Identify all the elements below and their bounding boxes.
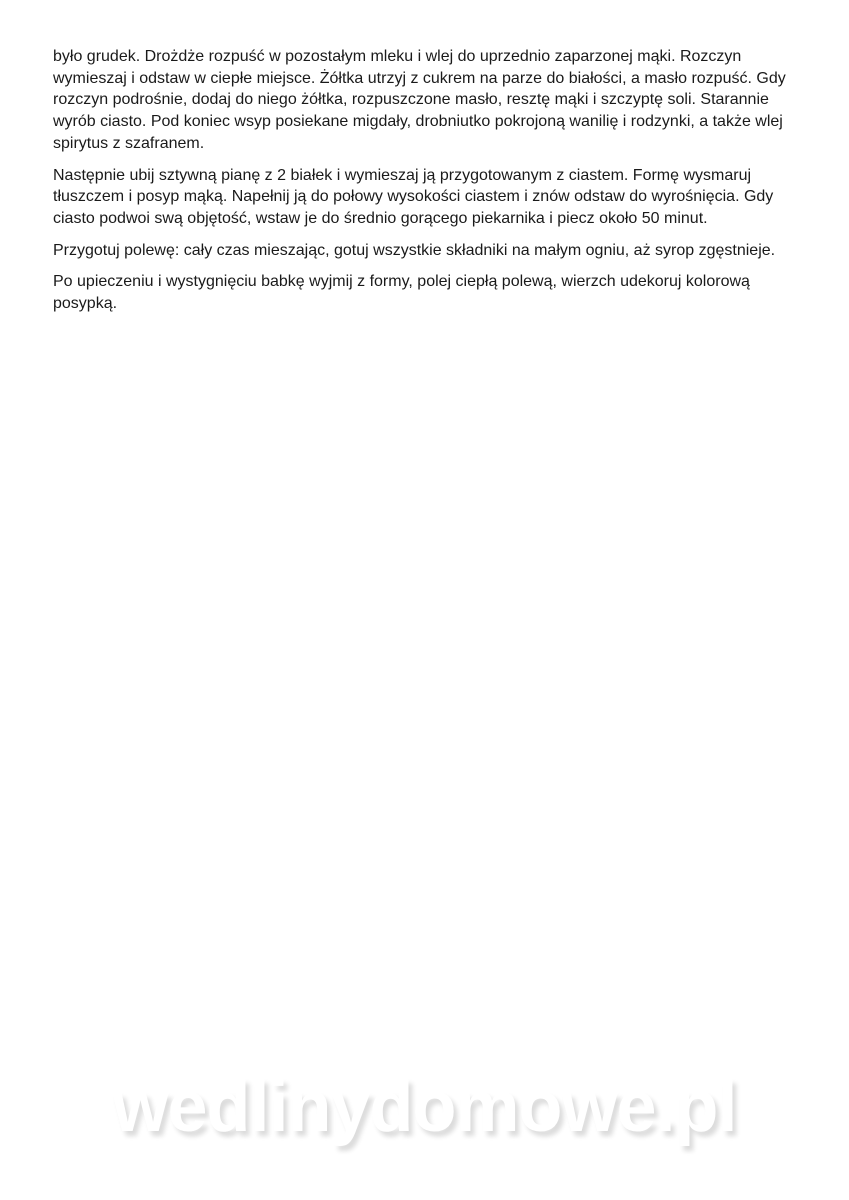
recipe-paragraph: Po upieczeniu i wystygnięciu babkę wyjmij z formy, polej ciepłą polewą, wierzch udekoruj kolorową posypką. [53,273,750,313]
recipe-paragraph: Następnie ubij sztywną pianę z 2 białek i wymieszaj ją przygotowanym z ciastem. Formę wysmaruj tłuszczem i posyp mąką. Napełnij ją do połowy wysokości ciastem i znów odstaw do wyrośnięcia. Gdy ciasto podwoi swą objętość, wstaw je do średnio gorącego piekarnika i piecz około 50 minut. [53,166,774,227]
recipe-paragraph: było grudek. Drożdże rozpuść w pozostałym mleku i wlej do uprzednio zaparzonej mąki. Rozczyn wymieszaj i odstaw w ciepłe miejsce. Żółtka utrzyj z cukrem na parze do białości, a masło rozpuść. Gdy rozczyn podrośnie, dodaj do niego żółtka, rozpuszczone masło, resztę mąki i szczyptę soli. Starannie wyrób ciasto. Pod koniec wsyp posiekane migdały, drobniutko pokrojoną wanilię i rodzynki, a także wlej spirytus z szafranem. [53,48,786,152]
recipe-text-block [53,46,800,325]
watermark-text: wedlinydomowe.pl [112,1067,737,1147]
recipe-paragraph: Przygotuj polewę: cały czas mieszając, gotuj wszystkie składniki na małym ogniu, aż syrop zgęstnieje. [53,241,776,259]
